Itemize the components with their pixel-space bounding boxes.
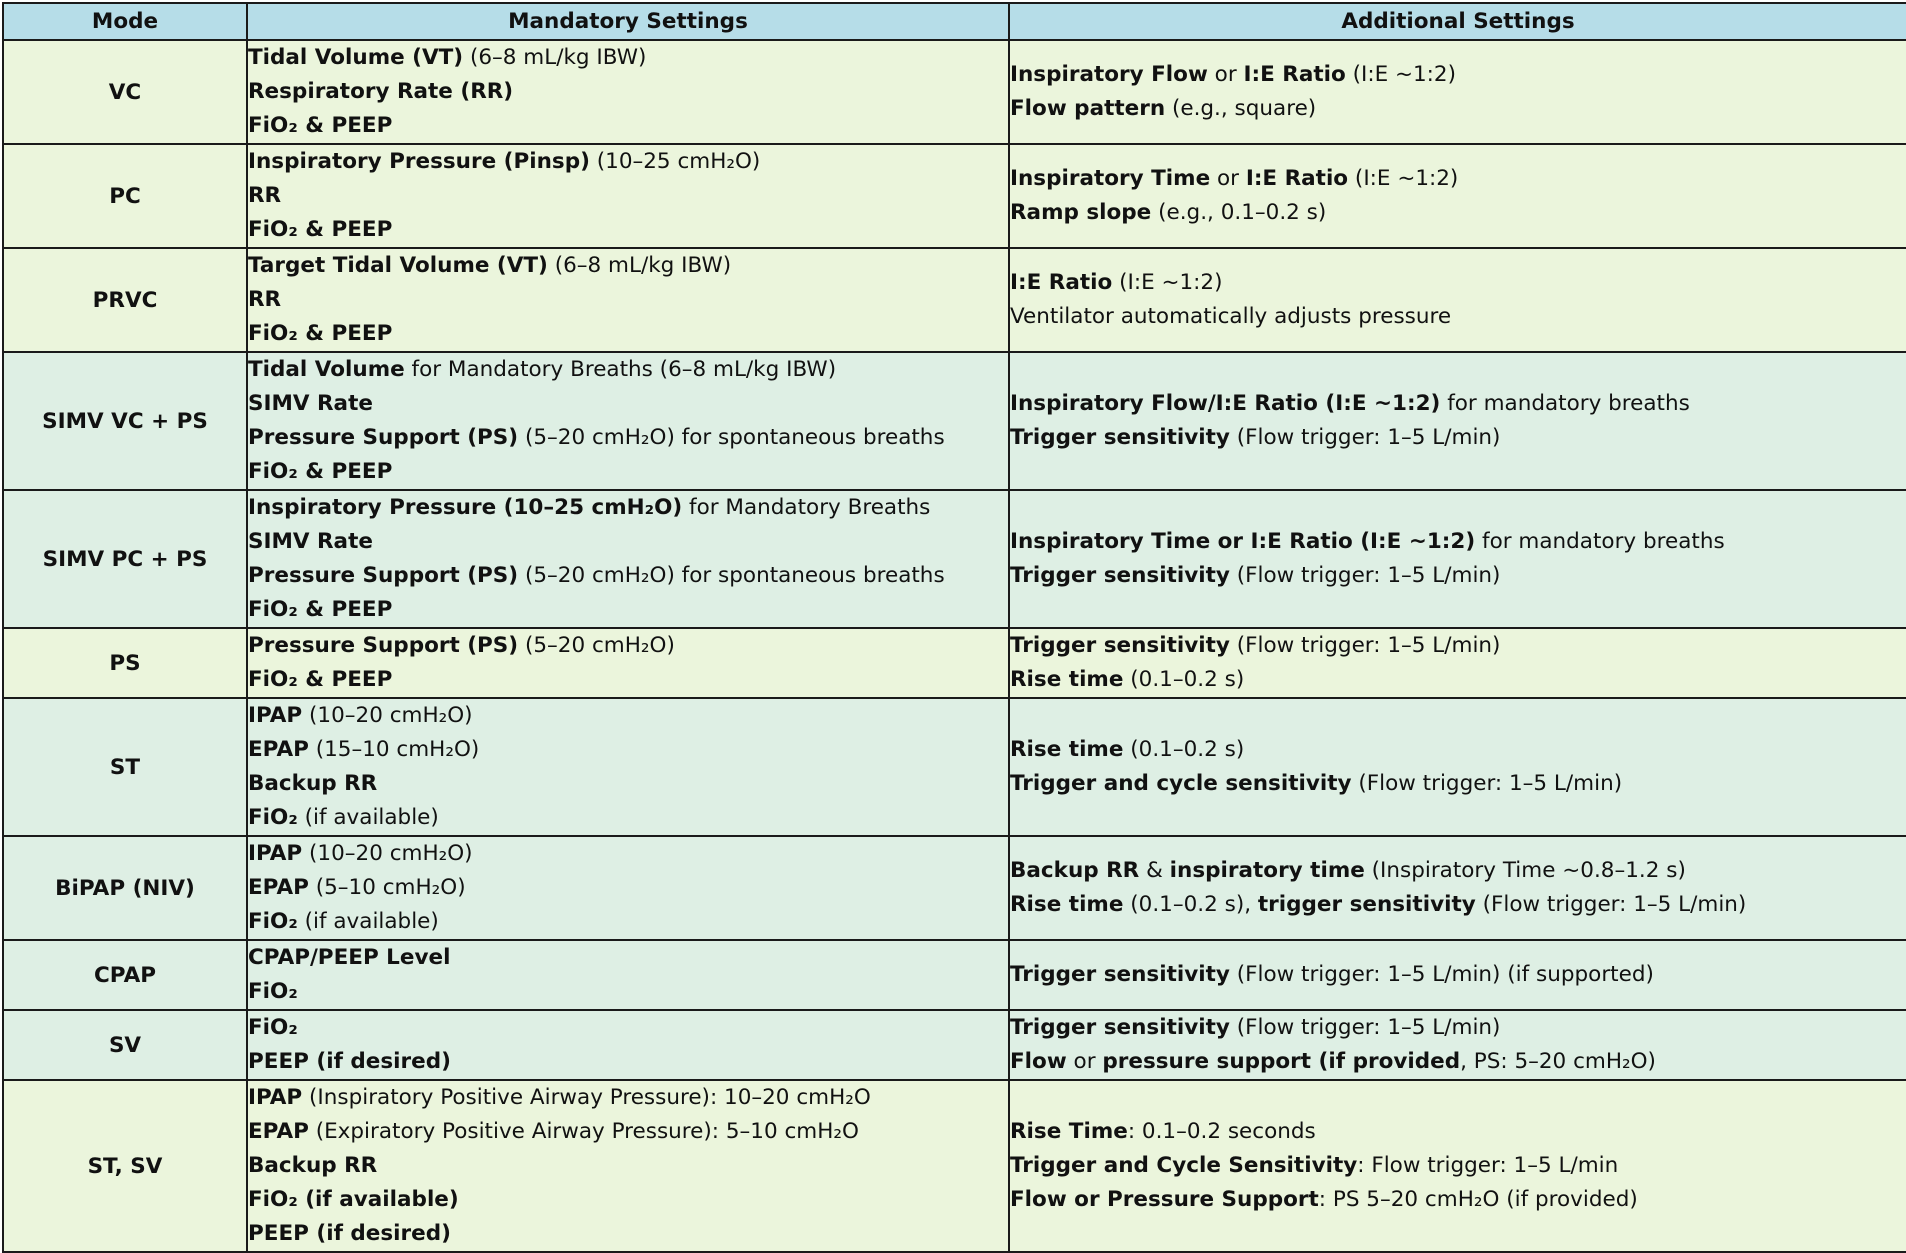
- additional-setting-line: [1010, 629, 1906, 663]
- setting-detail: (I:E ~1:2): [1345, 62, 1456, 87]
- table-row: [3, 352, 1906, 490]
- setting-detail: (15–10 cmH₂O): [308, 737, 480, 762]
- additional-setting-line: [1010, 162, 1906, 196]
- mandatory-settings-cell: [247, 352, 1009, 490]
- additional-setting-line: [1010, 733, 1906, 767]
- additional-settings-cell: [1009, 940, 1906, 1010]
- table-row: [3, 628, 1906, 698]
- mandatory-setting-line: [248, 801, 1008, 835]
- setting-name: Trigger and cycle sensitivity: [1010, 771, 1352, 796]
- header-additional-settings: Additional Settings: [1009, 3, 1906, 40]
- mandatory-setting-line: [248, 1183, 1008, 1217]
- header-mandatory-settings: Mandatory Settings: [247, 3, 1009, 40]
- setting-name: Backup RR: [248, 771, 378, 796]
- setting-name: Rise Time: [1010, 1119, 1128, 1144]
- setting-name: Inspiratory Pressure (Pinsp): [248, 149, 590, 174]
- setting-name: FiO₂ & PEEP: [248, 217, 393, 242]
- table-row: [3, 1010, 1906, 1080]
- mode-cell: PC: [3, 144, 247, 248]
- setting-name: Inspiratory Pressure (10–25 cmH₂O): [248, 495, 683, 520]
- setting-detail: (if available): [297, 805, 439, 830]
- setting-detail: (I:E ~1:2): [1112, 270, 1223, 295]
- table-row: [3, 940, 1906, 1010]
- table-row: [3, 698, 1906, 836]
- setting-name: Rise time: [1010, 892, 1124, 917]
- additional-settings-cell: [1009, 698, 1906, 836]
- setting-name: FiO₂ (if available): [248, 1187, 459, 1212]
- setting-detail: (Inspiratory Positive Airway Pressure): 10–20 cmH₂O: [302, 1085, 871, 1110]
- table-header-row: [3, 3, 1906, 40]
- setting-name: Inspiratory Flow/I:E Ratio (I:E ~1:2): [1010, 391, 1441, 416]
- additional-settings-cell: [1009, 248, 1906, 352]
- additional-setting-line: [1010, 525, 1906, 559]
- setting-detail: (0.1–0.2 s),: [1123, 892, 1258, 917]
- setting-name: Backup RR: [1010, 858, 1140, 883]
- mandatory-setting-line: [248, 455, 1008, 489]
- additional-settings-cell: [1009, 836, 1906, 940]
- mandatory-setting-line: [248, 871, 1008, 905]
- setting-name: FiO₂ & PEEP: [248, 667, 393, 692]
- mandatory-setting-line: [248, 317, 1008, 351]
- mandatory-setting-line: [248, 1081, 1008, 1115]
- setting-name: Inspiratory Time or I:E Ratio (I:E ~1:2): [1010, 529, 1476, 554]
- setting-name: Respiratory Rate (RR): [248, 79, 514, 104]
- setting-name: Backup RR: [248, 1153, 378, 1178]
- mode-cell: PRVC: [3, 248, 247, 352]
- mode-cell: VC: [3, 40, 247, 144]
- additional-setting-line: [1010, 888, 1906, 922]
- setting-detail: : 0.1–0.2 seconds: [1127, 1119, 1316, 1144]
- mandatory-setting-line: [248, 75, 1008, 109]
- setting-detail: (6–8 mL/kg IBW): [463, 45, 647, 70]
- mandatory-setting-line: [248, 941, 1008, 975]
- setting-detail: (I:E ~1:2): [1348, 166, 1459, 191]
- mandatory-settings-cell: [247, 628, 1009, 698]
- mandatory-settings-cell: [247, 248, 1009, 352]
- table-row: [3, 40, 1906, 144]
- setting-name: pressure support (if provided: [1102, 1049, 1461, 1074]
- mandatory-setting-line: [248, 283, 1008, 317]
- additional-settings-cell: [1009, 1080, 1906, 1252]
- mandatory-setting-line: [248, 593, 1008, 627]
- additional-setting-line: [1010, 1183, 1906, 1217]
- setting-name: Rise time: [1010, 737, 1124, 762]
- mandatory-setting-line: [248, 145, 1008, 179]
- setting-name: Inspiratory Time: [1010, 166, 1211, 191]
- setting-detail: for Mandatory Breaths (6–8 mL/kg IBW): [404, 357, 837, 382]
- setting-detail: (Flow trigger: 1–5 L/min): [1229, 1015, 1501, 1040]
- setting-detail: (10–20 cmH₂O): [302, 703, 473, 728]
- additional-setting-line: [1010, 196, 1906, 230]
- setting-detail: : Flow trigger: 1–5 L/min: [1357, 1153, 1619, 1178]
- setting-detail: (5–20 cmH₂O) for spontaneous breaths: [518, 563, 945, 588]
- setting-name: PEEP (if desired): [248, 1049, 451, 1074]
- mandatory-settings-cell: [247, 698, 1009, 836]
- setting-name: Trigger sensitivity: [1010, 962, 1230, 987]
- mandatory-setting-line: [248, 629, 1008, 663]
- additional-setting-line: [1010, 1045, 1906, 1079]
- setting-detail: (10–25 cmH₂O): [589, 149, 761, 174]
- mandatory-setting-line: [248, 975, 1008, 1009]
- setting-detail: (Flow trigger: 1–5 L/min): [1229, 425, 1501, 450]
- setting-name: IPAP: [248, 703, 303, 728]
- additional-setting-line: [1010, 1149, 1906, 1183]
- additional-setting-line: [1010, 1011, 1906, 1045]
- setting-name: Flow pattern: [1010, 96, 1166, 121]
- setting-name: Target Tidal Volume (VT): [248, 253, 548, 278]
- mode-cell: BiPAP (NIV): [3, 836, 247, 940]
- mandatory-setting-line: [248, 491, 1008, 525]
- setting-name: Inspiratory Flow: [1010, 62, 1208, 87]
- setting-name: FiO₂: [248, 805, 298, 830]
- additional-setting-line: [1010, 1115, 1906, 1149]
- setting-name: I:E Ratio: [1243, 62, 1346, 87]
- setting-detail: (Inspiratory Time ~0.8–1.2 s): [1364, 858, 1686, 883]
- additional-setting-line: [1010, 300, 1906, 334]
- mode-cell: SV: [3, 1010, 247, 1080]
- mandatory-setting-line: [248, 837, 1008, 871]
- setting-detail: (0.1–0.2 s): [1123, 667, 1245, 692]
- setting-name: Pressure Support (PS): [248, 563, 519, 588]
- additional-setting-line: [1010, 58, 1906, 92]
- setting-name: FiO₂ & PEEP: [248, 597, 393, 622]
- setting-name: CPAP/PEEP Level: [248, 945, 451, 970]
- table-row: [3, 144, 1906, 248]
- mandatory-setting-line: [248, 525, 1008, 559]
- setting-detail: (if available): [297, 909, 439, 934]
- setting-name: IPAP: [248, 1085, 303, 1110]
- ventilator-settings-table: [2, 2, 1906, 1253]
- mode-cell: CPAP: [3, 940, 247, 1010]
- additional-setting-line: [1010, 854, 1906, 888]
- setting-detail: (6–8 mL/kg IBW): [547, 253, 732, 278]
- mandatory-setting-line: [248, 699, 1008, 733]
- setting-name: Trigger sensitivity: [1010, 425, 1230, 450]
- additional-setting-line: [1010, 421, 1906, 455]
- setting-detail: Ventilator automatically adjusts pressure: [1010, 304, 1452, 329]
- setting-detail: or: [1207, 62, 1244, 87]
- setting-name: RR: [248, 287, 282, 312]
- additional-setting-line: [1010, 663, 1906, 697]
- mode-cell: SIMV PC + PS: [3, 490, 247, 628]
- mandatory-setting-line: [248, 41, 1008, 75]
- additional-setting-line: [1010, 387, 1906, 421]
- additional-settings-cell: [1009, 1010, 1906, 1080]
- mandatory-setting-line: [248, 733, 1008, 767]
- mandatory-setting-line: [248, 213, 1008, 247]
- additional-setting-line: [1010, 266, 1906, 300]
- setting-name: Trigger sensitivity: [1010, 563, 1230, 588]
- setting-name: Pressure Support (PS): [248, 633, 519, 658]
- mandatory-setting-line: [248, 179, 1008, 213]
- header-mode: Mode: [3, 3, 247, 40]
- setting-detail: or: [1210, 166, 1246, 191]
- setting-name: Flow or Pressure Support: [1010, 1187, 1319, 1212]
- mandatory-settings-cell: [247, 144, 1009, 248]
- setting-name: Trigger sensitivity: [1010, 633, 1230, 658]
- setting-detail: (10–20 cmH₂O): [302, 841, 473, 866]
- setting-name: inspiratory time: [1169, 858, 1365, 883]
- setting-name: EPAP: [248, 875, 309, 900]
- setting-name: SIMV Rate: [248, 529, 373, 554]
- setting-name: EPAP: [248, 737, 309, 762]
- setting-detail: : PS 5–20 cmH₂O (if provided): [1318, 1187, 1638, 1212]
- mandatory-setting-line: [248, 905, 1008, 939]
- mandatory-setting-line: [248, 421, 1008, 455]
- setting-name: EPAP: [248, 1119, 309, 1144]
- setting-detail: (5–10 cmH₂O): [308, 875, 466, 900]
- additional-setting-line: [1010, 559, 1906, 593]
- setting-name: Trigger and Cycle Sensitivity: [1010, 1153, 1358, 1178]
- setting-name: Pressure Support (PS): [248, 425, 519, 450]
- setting-detail: (e.g., 0.1–0.2 s): [1151, 200, 1327, 225]
- mandatory-settings-cell: [247, 40, 1009, 144]
- setting-name: Trigger sensitivity: [1010, 1015, 1230, 1040]
- setting-name: RR: [248, 183, 282, 208]
- setting-detail: (0.1–0.2 s): [1123, 737, 1245, 762]
- additional-settings-cell: [1009, 490, 1906, 628]
- setting-name: FiO₂: [248, 1015, 298, 1040]
- mode-cell: PS: [3, 628, 247, 698]
- setting-name: Ramp slope: [1010, 200, 1152, 225]
- mandatory-setting-line: [248, 249, 1008, 283]
- mandatory-setting-line: [248, 663, 1008, 697]
- additional-setting-line: [1010, 767, 1906, 801]
- mandatory-setting-line: [248, 1217, 1008, 1251]
- mandatory-setting-line: [248, 767, 1008, 801]
- mode-cell: ST, SV: [3, 1080, 247, 1252]
- setting-detail: (5–20 cmH₂O) for spontaneous breaths: [518, 425, 945, 450]
- mandatory-setting-line: [248, 109, 1008, 143]
- setting-name: I:E Ratio: [1245, 166, 1349, 191]
- mandatory-setting-line: [248, 387, 1008, 421]
- table-body: [3, 40, 1906, 1252]
- setting-name: Rise time: [1010, 667, 1124, 692]
- mandatory-settings-cell: [247, 490, 1009, 628]
- table-row: [3, 836, 1906, 940]
- additional-setting-line: [1010, 92, 1906, 126]
- setting-detail: (Flow trigger: 1–5 L/min): [1351, 771, 1623, 796]
- setting-detail: &: [1139, 858, 1170, 883]
- setting-detail: for mandatory breaths: [1440, 391, 1690, 416]
- setting-name: PEEP (if desired): [248, 1221, 451, 1246]
- setting-detail: (Flow trigger: 1–5 L/min) (if supported): [1229, 962, 1654, 987]
- setting-name: FiO₂: [248, 909, 298, 934]
- table-row: [3, 490, 1906, 628]
- mode-cell: SIMV VC + PS: [3, 352, 247, 490]
- mandatory-settings-cell: [247, 940, 1009, 1010]
- mandatory-settings-cell: [247, 1010, 1009, 1080]
- mandatory-setting-line: [248, 1115, 1008, 1149]
- setting-name: Flow: [1010, 1049, 1067, 1074]
- mandatory-setting-line: [248, 1149, 1008, 1183]
- setting-detail: (Expiratory Positive Airway Pressure): 5–10 cmH₂O: [308, 1119, 859, 1144]
- additional-setting-line: [1010, 958, 1906, 992]
- mandatory-setting-line: [248, 1011, 1008, 1045]
- additional-settings-cell: [1009, 352, 1906, 490]
- setting-name: FiO₂ & PEEP: [248, 113, 393, 138]
- table-row: [3, 248, 1906, 352]
- mandatory-settings-cell: [247, 1080, 1009, 1252]
- mandatory-setting-line: [248, 353, 1008, 387]
- setting-name: I:E Ratio: [1010, 270, 1113, 295]
- table-row: [3, 1080, 1906, 1252]
- additional-settings-cell: [1009, 628, 1906, 698]
- mode-cell: ST: [3, 698, 247, 836]
- setting-detail: , PS: 5–20 cmH₂O): [1460, 1049, 1656, 1074]
- setting-detail: for mandatory breaths: [1475, 529, 1725, 554]
- additional-settings-cell: [1009, 144, 1906, 248]
- setting-name: Tidal Volume: [248, 357, 405, 382]
- setting-name: IPAP: [248, 841, 303, 866]
- setting-detail: (e.g., square): [1165, 96, 1317, 121]
- setting-detail: (Flow trigger: 1–5 L/min): [1475, 892, 1747, 917]
- additional-settings-cell: [1009, 40, 1906, 144]
- setting-name: SIMV Rate: [248, 391, 373, 416]
- setting-name: Tidal Volume (VT): [248, 45, 464, 70]
- setting-detail: (Flow trigger: 1–5 L/min): [1229, 563, 1501, 588]
- setting-detail: (5–20 cmH₂O): [518, 633, 675, 658]
- setting-detail: or: [1066, 1049, 1103, 1074]
- setting-name: trigger sensitivity: [1257, 892, 1476, 917]
- setting-name: FiO₂ & PEEP: [248, 459, 393, 484]
- setting-detail: (Flow trigger: 1–5 L/min): [1229, 633, 1501, 658]
- mandatory-setting-line: [248, 559, 1008, 593]
- mandatory-settings-cell: [247, 836, 1009, 940]
- setting-detail: for Mandatory Breaths: [682, 495, 931, 520]
- setting-name: FiO₂ & PEEP: [248, 321, 393, 346]
- mandatory-setting-line: [248, 1045, 1008, 1079]
- setting-name: FiO₂: [248, 979, 298, 1004]
